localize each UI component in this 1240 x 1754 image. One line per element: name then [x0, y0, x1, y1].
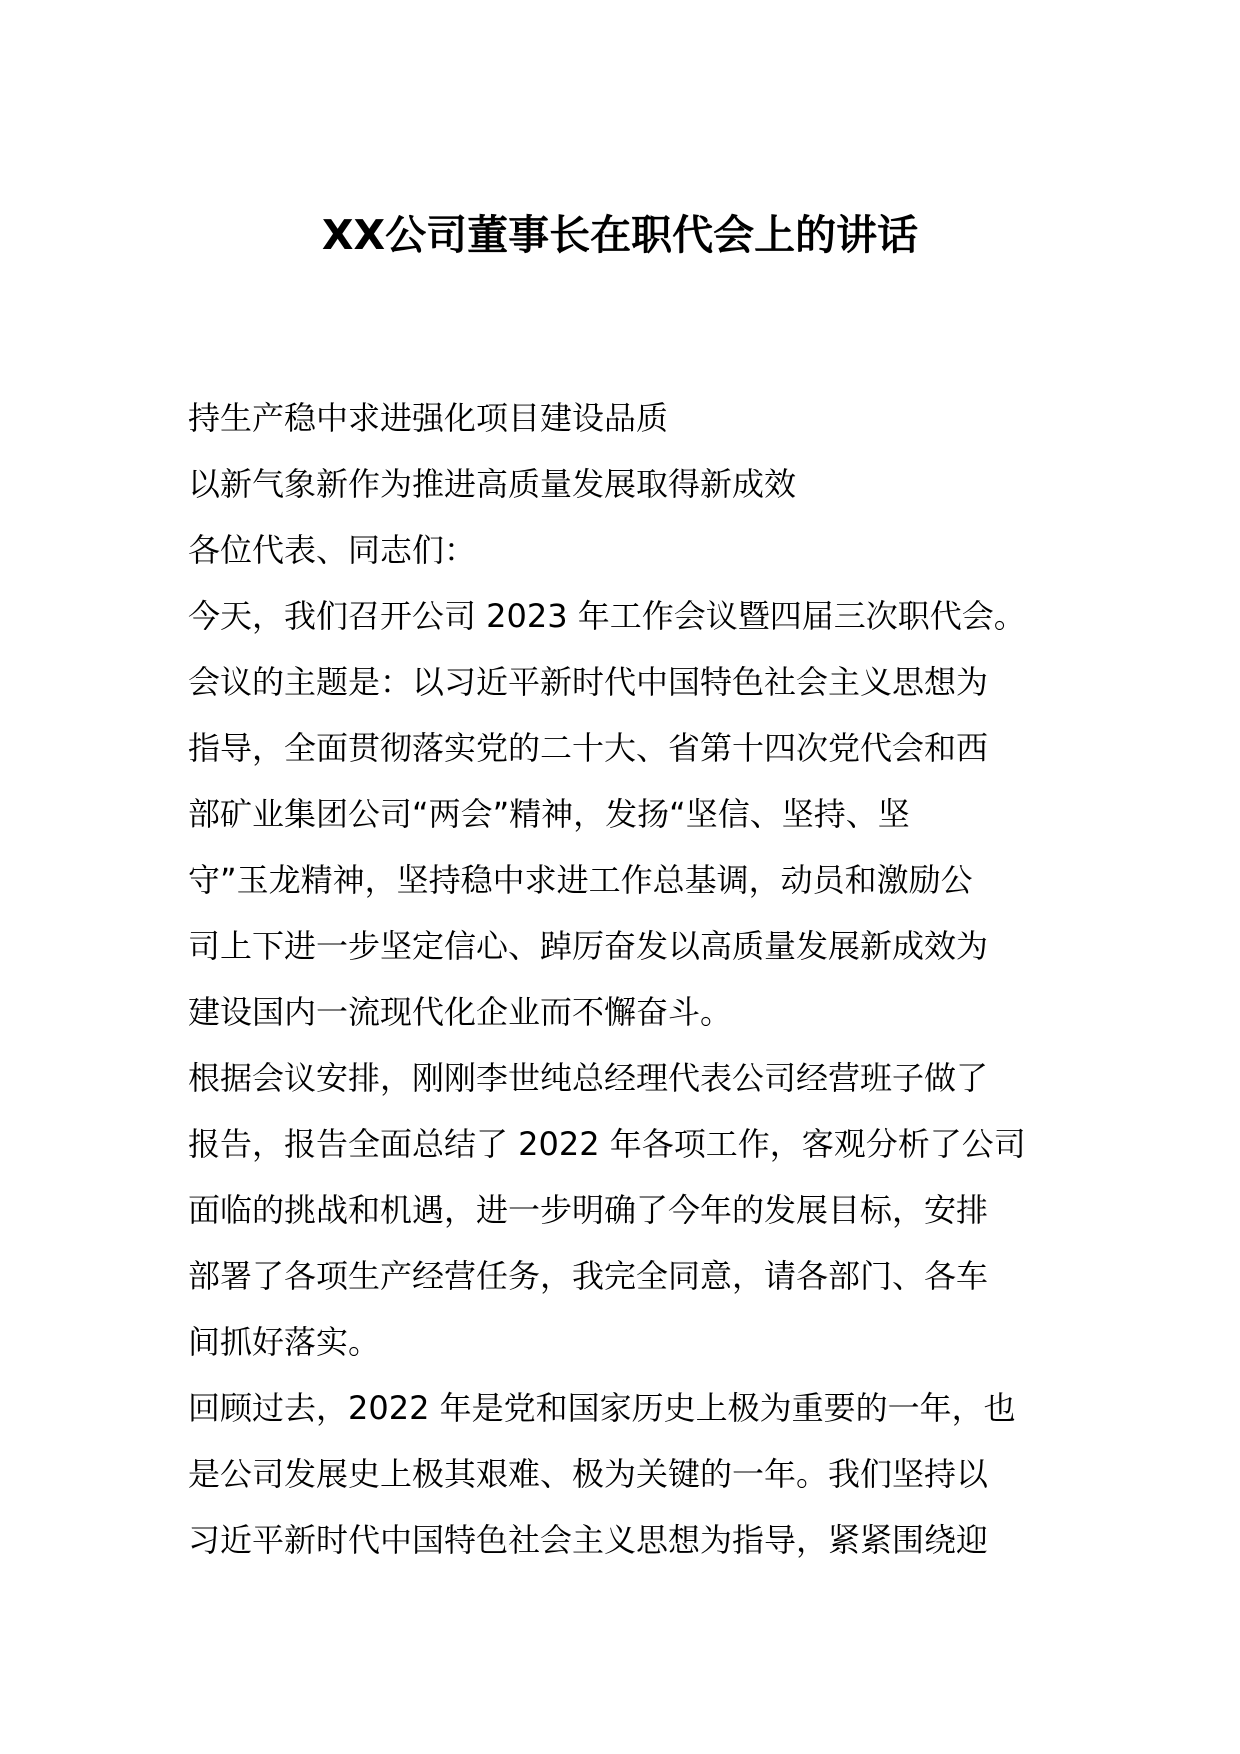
- body-line: 持生产稳中求进强化项目建设品质: [188, 399, 669, 437]
- body-line: 司上下进一步坚定信心、踔厉奋发以高质量发展新成效为: [188, 927, 989, 965]
- body-line: 以新气象新作为推进高质量发展取得新成效: [188, 465, 797, 503]
- body-line: 守”玉龙精神，坚持稳中求进工作总基调，动员和激励公: [188, 861, 973, 899]
- body-line: 间抓好落实。: [188, 1323, 381, 1361]
- document-title: XX公司董事长在职代会上的讲话: [321, 211, 919, 259]
- body-line: 会议的主题是：以习近平新时代中国特色社会主义思想为: [188, 663, 989, 701]
- body-line: 回顾过去，2022 年是党和国家历史上极为重要的一年，也: [188, 1389, 1016, 1427]
- body-line: 今天，我们召开公司 2023 年工作会议暨四届三次职代会。: [188, 597, 1026, 635]
- body-line: 指导，全面贯彻落实党的二十大、省第十四次党代会和西: [188, 729, 989, 767]
- body-line: 习近平新时代中国特色社会主义思想为指导，紧紧围绕迎: [188, 1521, 989, 1559]
- body-line: 根据会议安排，刚刚李世纯总经理代表公司经营班子做了: [188, 1059, 989, 1097]
- document-body: [188, 385, 1058, 1573]
- body-line: 面临的挑战和机遇，进一步明确了今年的发展目标，安排: [188, 1191, 989, 1229]
- body-line: 部矿业集团公司“两会”精神，发扬“坚信、坚持、坚: [188, 795, 910, 833]
- body-line: 建设国内一流现代化企业而不懈奋斗。: [188, 993, 733, 1031]
- body-line: 报告，报告全面总结了 2022 年各项工作，客观分析了公司: [188, 1125, 1026, 1163]
- body-line: 是公司发展史上极其艰难、极为关键的一年。我们坚持以: [188, 1455, 989, 1493]
- body-line: 部署了各项生产经营任务，我完全同意，请各部门、各车: [188, 1257, 989, 1295]
- body-line: 各位代表、同志们：: [188, 531, 477, 569]
